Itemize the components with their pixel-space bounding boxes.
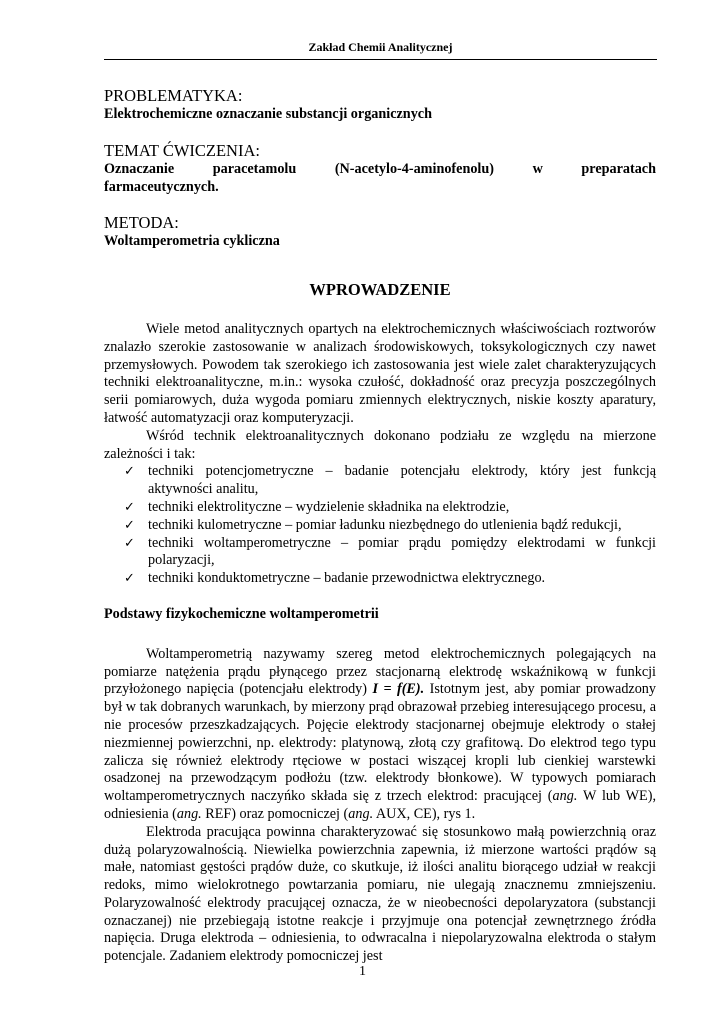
list-item [124, 463, 656, 499]
podstawy-text-e: AUX, CE), rys 1. [373, 805, 476, 822]
ang-abbrev: ang. [552, 788, 578, 805]
intro-paragraph-1: Wiele metod analitycznych opartych na elektrochemicznych właściwościach roztworów znalazło szerokie zastosowanie w analizach środowiskowych, toksykologicznych czy nawet przemysłowych. Powodem tak szerokiego ich zastosowania jest wiele zalet charakteryzujących techniki elektroanalityczne, m.in.: wysoka czułość, dokładność oraz precyzja poszczególnych serii pomiarowych, duża wygoda pomiaru zmiennych elektrycznych, niskie koszty aparatury, łatwość automatyzacji oraz komputeryzacji. [104, 320, 656, 426]
podstawy-text-d: REF) oraz pomocniczej ( [201, 805, 349, 822]
list-item [124, 499, 656, 517]
list-item [124, 517, 656, 535]
list-item-text: techniki potencjometryczne – badanie potencjału elektrody, który jest funkcją aktywności analitu, [148, 463, 656, 498]
podstawy-text-b: Istotnym jest, aby pomiar prowadzony był w tak dobranych warunkach, by mierzony prąd obrazował przebieg interesującego procesu, a nie procesów przeszkadzających. Pojęcie elektrody stacjonarnej obejmuje elektrody o stałej niezmiennej powierzchni, np. elektrody: platynową, złotą czy grafitową. Do elektrod tego typu zalicza się również elektrody rtęciowe w postaci wiszącej kropli lub cienkiej warstewki osadzonej na przewodzącym podłożu (tzw. elektrody błonkowe). W typowych pomiarach woltamperometrycznych naczyńko składa się z trzech elektrod: pracującej ( [104, 681, 656, 805]
page-header: Zakład Chemii Analitycznej [104, 40, 657, 60]
metoda-section [104, 213, 656, 251]
podstawy-heading: Podstawy fizykochemiczne woltamperometrii [104, 605, 379, 622]
list-item-text: techniki elektrolityczne – wydzielenie składnika na elektrodzie, [148, 498, 510, 515]
checkmark-icon: ✓ [124, 517, 135, 533]
document-body [104, 86, 656, 966]
list-item-text: techniki kulometryczne – pomiar ładunku niezbędnego do utlenienia bądź redukcji, [148, 516, 622, 533]
metoda-text: Woltamperometria cykliczna [104, 233, 280, 250]
intro-heading: WPROWADZENIE [309, 280, 451, 300]
formula: I = f(E). [372, 681, 425, 698]
podstawy-text-a: Woltamperometrią nazywamy szereg metod elektrochemicznych polegających na pomiarze natężenia prądu płynącego przez stacjonarną elektrodę wskaźnikową w funkcji przyłożonego napięcia (potencjału elektrody) [104, 645, 656, 698]
intro-paragraph-2: Wśród technik elektroanalitycznych dokonano podziału ze względu na mierzone zależności i tak: [104, 427, 656, 462]
temat-label: TEMAT ĆWICZENIA: [104, 140, 260, 160]
checkmark-icon: ✓ [124, 464, 135, 480]
list-item-text: techniki konduktometryczne – badanie przewodnictwa elektrycznego. [148, 570, 546, 587]
ang-abbrev: ang. [176, 805, 202, 822]
problematyka-text: Elektrochemiczne oznaczanie substancji organicznych [104, 106, 432, 122]
podstawy-text-c: W lub WE), odniesienia ( [104, 788, 656, 822]
temat-section [104, 141, 656, 197]
checkmark-icon: ✓ [124, 535, 135, 551]
ang-abbrev: ang. [348, 805, 374, 822]
metoda-label: METODA: [104, 213, 179, 233]
podstawy-paragraph-1 [104, 646, 656, 824]
technique-list [104, 463, 656, 588]
checkmark-icon: ✓ [124, 499, 135, 515]
list-item [124, 535, 656, 571]
list-item [124, 570, 656, 588]
temat-text-line1: Oznaczanie paracetamolu (N-acetylo-4-aminofenolu) w preparatach [104, 160, 656, 177]
checkmark-icon: ✓ [124, 571, 135, 587]
page-number: 1 [359, 964, 366, 979]
problematyka-section [104, 86, 656, 124]
list-item-text: techniki woltamperometryczne – pomiar prądu pomiędzy elektrodami w funkcji polaryzacji, [148, 534, 656, 569]
podstawy-paragraph-2: Elektroda pracująca powinna charakteryzować się stosunkowo małą powierzchnią oraz dużą polaryzowalnością. Niewielka powierzchnia zapewnia, iż mierzone wartości prądów są małe, natomiast gęstości prądów duże, co skutkuje, iż ilości analitu biorącego udział w reakcji redoks, mimo wielokrotnego powtarzania pomiaru, nie ulegają znacznemu zmniejszeniu. Polaryzowalność elektrody pracującej oznacza, że w nieobecności depolaryzatora (substancji oznaczanej) nie przebiegają istotne reakcje i przyjmuje ona potencjał zewnętrznego źródła napięcia. Druga elektroda – odniesienia, to odwracalna i niepolaryzowalna elektroda o stałym potencjale. Zadaniem elektrody pomocniczej jest [104, 823, 656, 965]
problematyka-label: PROBLEMATYKA: [104, 86, 243, 105]
temat-text-line2: farmaceutycznych. [104, 178, 219, 195]
